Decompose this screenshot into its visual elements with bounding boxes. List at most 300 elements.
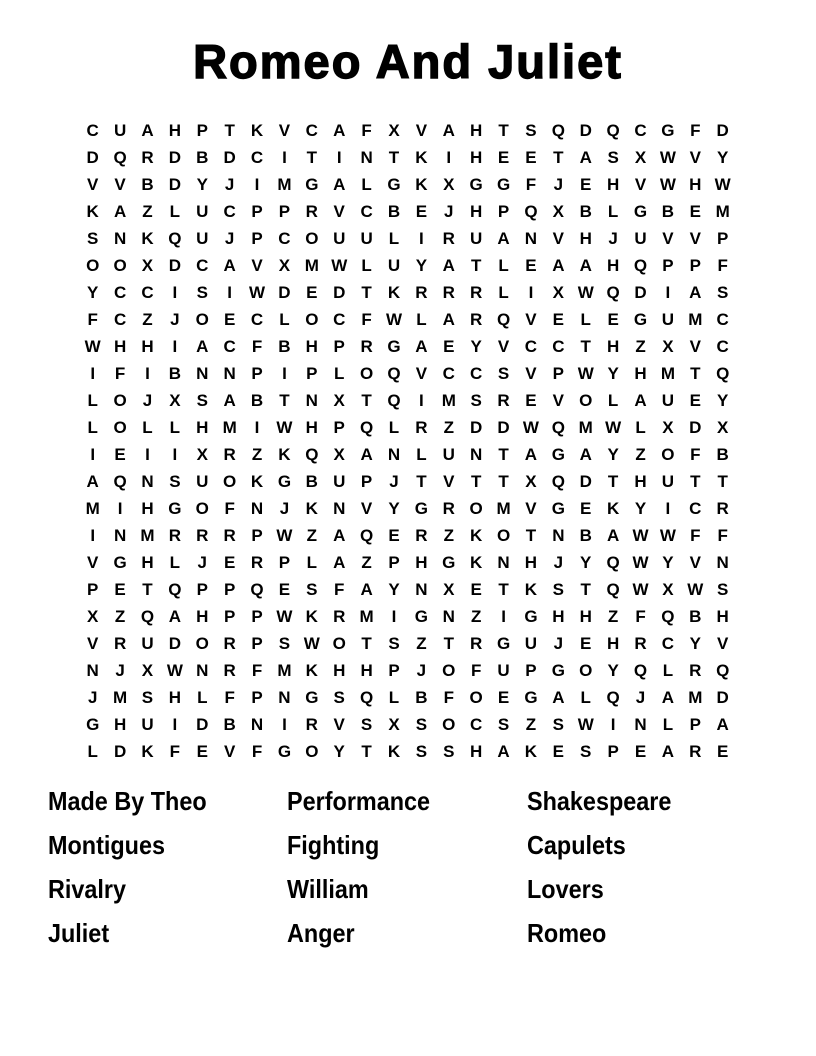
grid-letter: N [113, 526, 127, 545]
grid-letter: X [169, 391, 181, 410]
grid-letter: A [442, 256, 455, 275]
grid-letter: L [388, 229, 400, 248]
grid-letter: O [113, 256, 127, 275]
grid-letter: G [442, 553, 456, 572]
grid-letter: H [141, 499, 154, 518]
grid-letter: H [606, 634, 620, 653]
grid-letter: Q [606, 553, 620, 572]
grid-letter: E [223, 310, 236, 329]
grid-letter: G [387, 175, 401, 194]
grid-letter: F [690, 445, 701, 464]
grid-letter: A [552, 256, 565, 275]
grid-letter: F [361, 121, 372, 140]
grid-letter: U [333, 229, 346, 248]
grid-letter: E [689, 202, 701, 221]
grid-letter: H [689, 175, 702, 194]
grid-letter: Z [525, 715, 537, 734]
grid-letter: Q [606, 283, 620, 302]
grid-letter: U [360, 229, 373, 248]
grid-letter: S [141, 688, 154, 707]
grid-letter: E [525, 391, 537, 410]
grid-letter: U [661, 391, 675, 410]
grid-row [79, 198, 737, 225]
word-list-column [527, 779, 770, 955]
grid-letter: J [115, 661, 125, 680]
grid-letter: P [662, 256, 674, 275]
grid-letter: W [659, 148, 676, 167]
grid-letter: T [498, 121, 509, 140]
grid-letter: J [224, 229, 235, 248]
grid-letter: N [442, 607, 455, 626]
grid-letter: F [443, 688, 454, 707]
grid-letter: D [168, 148, 181, 167]
grid-letter: X [388, 121, 400, 140]
grid-letter: P [251, 202, 263, 221]
grid-letter: V [114, 175, 126, 194]
grid-letter: D [716, 121, 729, 140]
grid-letter: E [689, 391, 701, 410]
grid-letter: P [196, 121, 208, 140]
grid-letter: Q [168, 229, 182, 248]
grid-letter: T [361, 283, 372, 302]
grid-letter: E [114, 445, 126, 464]
grid-letter: Q [606, 580, 620, 599]
grid-letter: I [528, 283, 534, 302]
grid-letter: V [525, 499, 537, 518]
grid-row [79, 333, 737, 360]
grid-letter: O [223, 472, 237, 491]
grid-letter: S [607, 148, 619, 167]
grid-letter: B [716, 445, 729, 464]
grid-letter: N [360, 148, 373, 167]
grid-letter: Q [359, 688, 374, 707]
grid-letter: A [168, 607, 181, 626]
grid-letter: B [415, 688, 428, 707]
grid-letter: X [141, 256, 154, 275]
grid-letter: S [580, 742, 592, 761]
grid-letter: L [87, 391, 98, 410]
grid-letter: I [90, 364, 96, 383]
grid-letter: O [113, 418, 127, 437]
grid-letter: R [470, 310, 483, 329]
grid-letter: R [360, 337, 373, 356]
grid-letter: G [305, 175, 319, 194]
grid-letter: R [689, 661, 702, 680]
grid-letter: A [333, 553, 346, 572]
grid-letter: V [689, 337, 701, 356]
grid-letter: P [223, 580, 236, 599]
grid-row [79, 144, 737, 171]
grid-row [79, 657, 737, 684]
grid-letter: A [579, 445, 592, 464]
grid-letter: C [661, 634, 675, 653]
grid-letter: O [579, 661, 593, 680]
grid-letter: O [442, 715, 456, 734]
grid-letter: L [87, 418, 98, 437]
grid-letter: N [113, 229, 127, 248]
word-list-item: Romeo [527, 918, 607, 948]
grid-row [79, 279, 737, 306]
grid-letter: V [251, 256, 263, 275]
grid-letter: X [525, 472, 537, 491]
word-list-item: Made By Theo [48, 786, 207, 816]
grid-letter: E [634, 742, 647, 761]
grid-letter: R [305, 715, 318, 734]
grid-letter: H [716, 607, 729, 626]
grid-letter: C [113, 283, 127, 302]
grid-letter: S [278, 634, 291, 653]
grid-letter: N [497, 553, 510, 572]
grid-letter: T [224, 121, 235, 140]
grid-letter: Q [716, 364, 730, 383]
grid-letter: V [552, 229, 564, 248]
grid-letter: X [87, 607, 99, 626]
grid-letter: H [113, 715, 127, 734]
grid-letter: R [415, 418, 428, 437]
grid-letter: P [196, 580, 208, 599]
grid-letter: P [251, 526, 263, 545]
grid-letter: L [334, 364, 345, 383]
grid-letter: Q [359, 526, 374, 545]
grid-letter: Y [717, 391, 729, 410]
grid-letter: M [688, 310, 703, 329]
grid-row [79, 414, 737, 441]
grid-letter: G [414, 499, 428, 518]
grid-letter: S [717, 580, 729, 599]
grid-letter: B [305, 472, 318, 491]
grid-letter: L [169, 418, 181, 437]
grid-letter: I [282, 148, 287, 167]
grid-letter: B [223, 715, 236, 734]
grid-letter: A [196, 337, 209, 356]
grid-letter: B [579, 202, 592, 221]
grid-letter: W [632, 580, 649, 599]
grid-letter: V [662, 229, 674, 248]
grid-letter: L [498, 283, 509, 302]
grid-letter: N [716, 553, 729, 572]
grid-letter: C [250, 148, 264, 167]
grid-letter: D [497, 418, 510, 437]
word-list-column [287, 779, 527, 955]
grid-letter: J [197, 553, 207, 572]
grid-letter: N [552, 526, 565, 545]
grid-letter: L [306, 553, 318, 572]
grid-letter: K [387, 742, 401, 761]
grid-letter: R [250, 553, 264, 572]
grid-letter: E [607, 310, 619, 329]
grid-letter: S [415, 715, 428, 734]
grid-letter: A [716, 715, 729, 734]
grid-letter: N [250, 499, 264, 518]
grid-letter: O [195, 499, 209, 518]
grid-letter: H [196, 418, 209, 437]
grid-letter: Z [142, 202, 153, 221]
grid-letter: R [141, 148, 154, 167]
grid-letter: W [276, 526, 293, 545]
grid-letter: X [717, 418, 729, 437]
grid-letter: K [305, 499, 318, 518]
grid-letter: D [168, 175, 181, 194]
grid-letter: H [113, 337, 127, 356]
grid-letter: F [251, 742, 263, 761]
word-list-item: Shakespeare [527, 786, 672, 816]
grid-letter: E [306, 283, 318, 302]
grid-letter: E [278, 580, 291, 599]
grid-letter: Z [635, 337, 646, 356]
grid-letter: L [607, 202, 619, 221]
word-list-item: Rivalry [48, 874, 127, 904]
grid-letter: E [525, 256, 537, 275]
grid-letter: N [333, 499, 346, 518]
grid-row [79, 495, 737, 522]
grid-letter: A [333, 526, 346, 545]
grid-letter: Y [689, 634, 701, 653]
grid-letter: Q [496, 310, 511, 329]
grid-letter: K [524, 580, 538, 599]
grid-letter: J [142, 391, 153, 410]
grid-letter: B [689, 607, 702, 626]
grid-letter: Q [551, 121, 565, 140]
grid-letter: Y [634, 499, 647, 518]
grid-letter: E [497, 688, 510, 707]
grid-letter: D [470, 418, 483, 437]
grid-letter: P [607, 742, 619, 761]
grid-letter: L [169, 553, 181, 572]
grid-letter: F [87, 310, 98, 329]
grid-row [79, 738, 737, 765]
grid-letter: I [282, 715, 287, 734]
grid-letter: V [415, 121, 428, 140]
grid-letter: X [388, 715, 400, 734]
grid-letter: P [525, 661, 537, 680]
grid-letter: R [716, 499, 729, 518]
grid-letter: G [633, 310, 648, 329]
grid-letter: L [361, 175, 372, 194]
grid-letter: Y [196, 175, 208, 194]
grid-letter: Y [662, 553, 674, 572]
grid-letter: I [172, 283, 178, 302]
grid-row [79, 576, 737, 603]
grid-letter: A [113, 202, 127, 221]
grid-letter: K [86, 202, 99, 221]
grid-letter: U [141, 634, 154, 653]
grid-letter: V [443, 472, 455, 491]
grid-letter: W [276, 607, 293, 626]
grid-letter: P [251, 688, 263, 707]
grid-row [79, 711, 737, 738]
grid-letter: S [443, 742, 455, 761]
grid-letter: O [579, 391, 593, 410]
grid-letter: D [223, 148, 236, 167]
grid-letter: E [580, 175, 592, 194]
grid-letter: D [689, 418, 702, 437]
grid-letter: W [577, 364, 594, 383]
grid-letter: Q [305, 445, 319, 464]
grid-letter: C [250, 310, 264, 329]
grid-letter: L [388, 418, 400, 437]
grid-letter: N [415, 580, 428, 599]
grid-letter: E [443, 337, 455, 356]
grid-letter: W [714, 175, 731, 194]
grid-letter: U [196, 202, 209, 221]
grid-letter: E [415, 202, 428, 221]
grid-letter: P [333, 418, 345, 437]
grid-letter: V [717, 634, 729, 653]
grid-letter: L [197, 688, 208, 707]
grid-letter: I [90, 526, 96, 545]
grid-letter: H [141, 337, 154, 356]
grid-letter: I [145, 445, 150, 464]
grid-letter: G [305, 688, 319, 707]
grid-letter: V [634, 175, 647, 194]
grid-letter: P [689, 256, 701, 275]
grid-letter: L [416, 310, 427, 329]
grid-letter: N [223, 364, 236, 383]
grid-letter: O [332, 634, 346, 653]
grid-letter: H [606, 175, 620, 194]
grid-letter: R [223, 661, 236, 680]
grid-letter: Z [443, 526, 454, 545]
grid-letter: M [359, 607, 374, 626]
grid-letter: T [388, 148, 400, 167]
grid-letter: L [635, 418, 646, 437]
grid-letter: L [416, 445, 427, 464]
grid-letter: X [634, 148, 647, 167]
grid-letter: X [333, 445, 345, 464]
grid-letter: W [276, 418, 293, 437]
grid-letter: Q [113, 148, 127, 167]
grid-letter: U [442, 445, 455, 464]
word-list [48, 779, 770, 955]
grid-letter: R [634, 634, 647, 653]
grid-letter: T [525, 526, 537, 545]
grid-letter: L [142, 418, 153, 437]
grid-letter: L [279, 310, 290, 329]
grid-letter: O [305, 310, 319, 329]
grid-letter: D [168, 256, 181, 275]
grid-letter: M [304, 256, 319, 275]
grid-letter: R [333, 607, 346, 626]
grid-letter: U [387, 256, 401, 275]
grid-letter: M [222, 418, 237, 437]
grid-letter: P [388, 661, 400, 680]
grid-letter: X [552, 202, 564, 221]
grid-letter: H [470, 148, 483, 167]
grid-letter: V [689, 553, 701, 572]
grid-letter: I [172, 445, 178, 464]
grid-letter: G [661, 121, 675, 140]
grid-letter: A [333, 121, 346, 140]
grid-letter: T [607, 472, 619, 491]
grid-row [79, 522, 737, 549]
grid-letter: T [416, 472, 427, 491]
grid-letter: N [196, 364, 209, 383]
grid-letter: N [278, 688, 291, 707]
grid-letter: R [689, 742, 702, 761]
grid-letter: I [254, 418, 260, 437]
grid-letter: H [305, 418, 318, 437]
grid-letter: L [580, 688, 591, 707]
grid-letter: Y [87, 283, 99, 302]
grid-letter: T [470, 256, 482, 275]
grid-letter: V [689, 148, 701, 167]
grid-letter: Z [443, 418, 454, 437]
grid-letter: V [87, 553, 99, 572]
grid-letter: Q [551, 472, 565, 491]
grid-letter: S [552, 580, 564, 599]
grid-letter: Y [607, 445, 619, 464]
grid-letter: Z [142, 310, 153, 329]
grid-letter: Z [607, 607, 619, 626]
grid-letter: D [579, 472, 592, 491]
grid-row [79, 441, 737, 468]
grid-row [79, 603, 737, 630]
grid-letter: S [333, 688, 345, 707]
grid-letter: R [113, 634, 127, 653]
grid-letter: W [522, 418, 539, 437]
grid-letter: T [580, 580, 591, 599]
grid-letter: A [606, 526, 620, 545]
grid-letter: Y [388, 580, 400, 599]
grid-letter: W [605, 418, 622, 437]
grid-letter: F [251, 337, 263, 356]
grid-letter: R [497, 391, 510, 410]
grid-letter: B [661, 202, 675, 221]
grid-letter: K [141, 229, 154, 248]
grid-letter: I [446, 148, 452, 167]
grid-letter: C [113, 310, 127, 329]
grid-letter: W [249, 283, 266, 302]
grid-letter: T [553, 148, 564, 167]
grid-letter: H [552, 607, 565, 626]
grid-letter: R [470, 283, 483, 302]
word-list-item: Juliet [48, 918, 110, 948]
grid-letter: O [359, 364, 374, 383]
grid-letter: S [306, 580, 318, 599]
grid-letter: F [525, 175, 537, 194]
grid-letter: V [415, 364, 428, 383]
grid-letter: W [303, 634, 320, 653]
grid-letter: T [498, 580, 509, 599]
grid-letter: U [113, 121, 127, 140]
grid-letter: I [501, 607, 506, 626]
grid-letter: L [607, 391, 619, 410]
grid-letter: S [717, 283, 729, 302]
grid-letter: J [553, 553, 564, 572]
grid-letter: T [306, 148, 318, 167]
grid-letter: A [86, 472, 99, 491]
grid-letter: B [196, 148, 209, 167]
grid-letter: F [717, 256, 728, 275]
grid-letter: P [388, 553, 400, 572]
grid-letter: W [84, 337, 101, 356]
grid-letter: H [470, 121, 483, 140]
grid-letter: J [87, 688, 98, 707]
grid-letter: A [497, 229, 510, 248]
grid-letter: H [141, 553, 154, 572]
grid-letter: L [662, 661, 674, 680]
grid-letter: S [360, 715, 373, 734]
grid-letter: P [251, 229, 263, 248]
grid-letter: T [690, 364, 701, 383]
grid-letter: A [524, 445, 538, 464]
grid-letter: F [361, 310, 372, 329]
grid-letter: E [552, 310, 564, 329]
grid-letter: A [223, 256, 236, 275]
grid-letter: W [632, 526, 649, 545]
grid-letter: V [278, 121, 291, 140]
grid-letter: S [552, 715, 564, 734]
